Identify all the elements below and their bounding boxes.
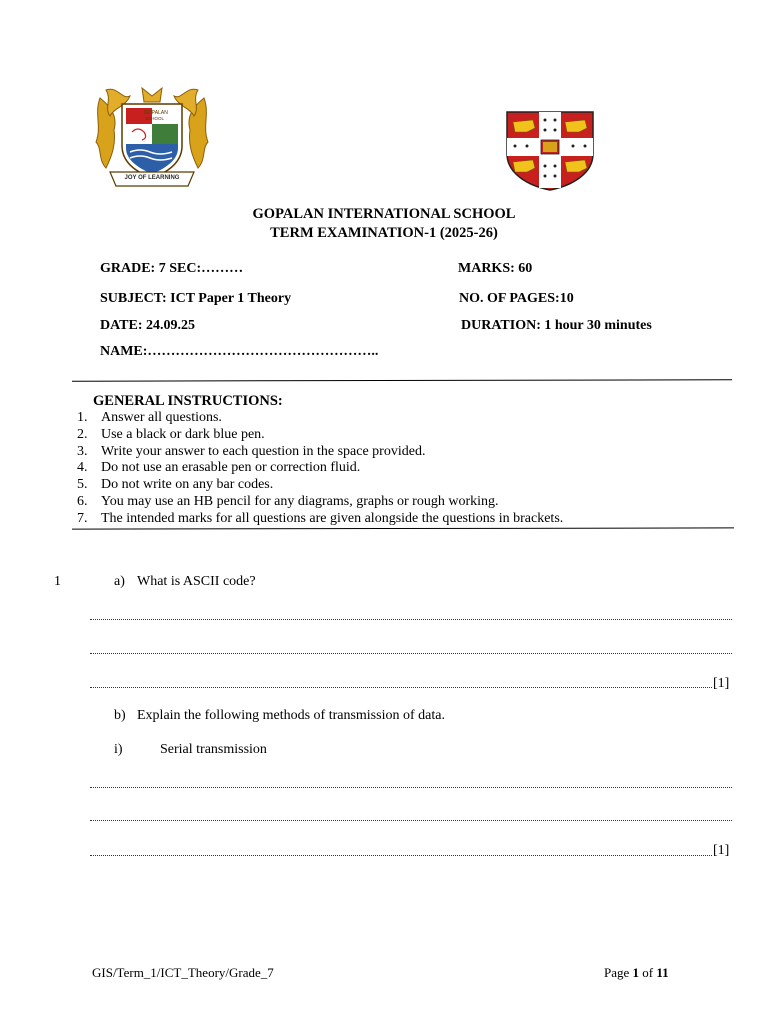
question-number: 1 — [54, 574, 61, 589]
divider-bottom — [72, 527, 734, 529]
instruction-item: 6. You may use an HB pencil for any diagrams, graphs or rough working. — [77, 493, 499, 509]
footer-code: GIS/Term_1/ICT_Theory/Grade_7 — [92, 965, 274, 980]
part-a-question: What is ASCII code? — [137, 574, 256, 589]
subject: SUBJECT: ICT Paper 1 Theory — [100, 291, 292, 306]
answer-line[interactable] — [90, 653, 732, 654]
answer-line[interactable] — [90, 787, 732, 788]
instruction-item: 5. Do not write on any bar codes. — [77, 477, 274, 493]
instruction-item: 7. The intended marks for all questions are given alongside the questions in brackets. — [77, 510, 564, 526]
logo-text-mid: SCHOOL — [145, 116, 165, 121]
part-a-label: a) — [114, 574, 125, 589]
mark-allocation: [1] — [713, 676, 730, 691]
sub-part-i-label: i) — [114, 742, 123, 757]
exam-title: TERM EXAMINATION-1 (2025-26) — [270, 225, 498, 241]
student-name-field[interactable]: NAME:………………………………………….. — [100, 344, 379, 359]
instructions-title: GENERAL INSTRUCTIONS: — [93, 393, 283, 409]
mark-allocation: [1] — [713, 843, 730, 858]
instruction-item: 1. Answer all questions. — [77, 410, 222, 425]
page-indicator: Page 1 of 11 — [604, 965, 669, 980]
cambridge-crest — [505, 110, 595, 192]
sub-part-i-question: Serial transmission — [160, 742, 267, 757]
instruction-item: 2. Use a black or dark blue pen. — [77, 426, 265, 442]
grade-section: GRADE: 7 SEC:……… — [100, 261, 244, 276]
instructions-list — [77, 410, 563, 528]
part-b-label: b) — [114, 708, 126, 723]
divider-top — [72, 379, 732, 381]
answer-line[interactable] — [90, 619, 732, 620]
school-logo — [92, 86, 212, 192]
instruction-item: 3. Write your answer to each question in the space provided. — [77, 443, 426, 459]
page-count: NO. OF PAGES:10 — [459, 291, 574, 306]
school-name: GOPALAN INTERNATIONAL SCHOOL — [252, 206, 516, 222]
logo-motto: JOY OF LEARNING — [124, 175, 180, 181]
answer-line[interactable] — [90, 820, 732, 821]
answer-line[interactable] — [90, 687, 712, 688]
total-marks: MARKS: 60 — [458, 261, 533, 276]
exam-duration: DURATION: 1 hour 30 minutes — [461, 318, 652, 333]
part-b-question: Explain the following methods of transmission of data. — [137, 708, 445, 723]
instruction-item: 4. Do not use an erasable pen or correction fluid. — [77, 460, 361, 476]
exam-date: DATE: 24.09.25 — [100, 318, 196, 333]
answer-line[interactable] — [90, 855, 712, 856]
logo-text-top: GOPALAN — [144, 110, 168, 116]
